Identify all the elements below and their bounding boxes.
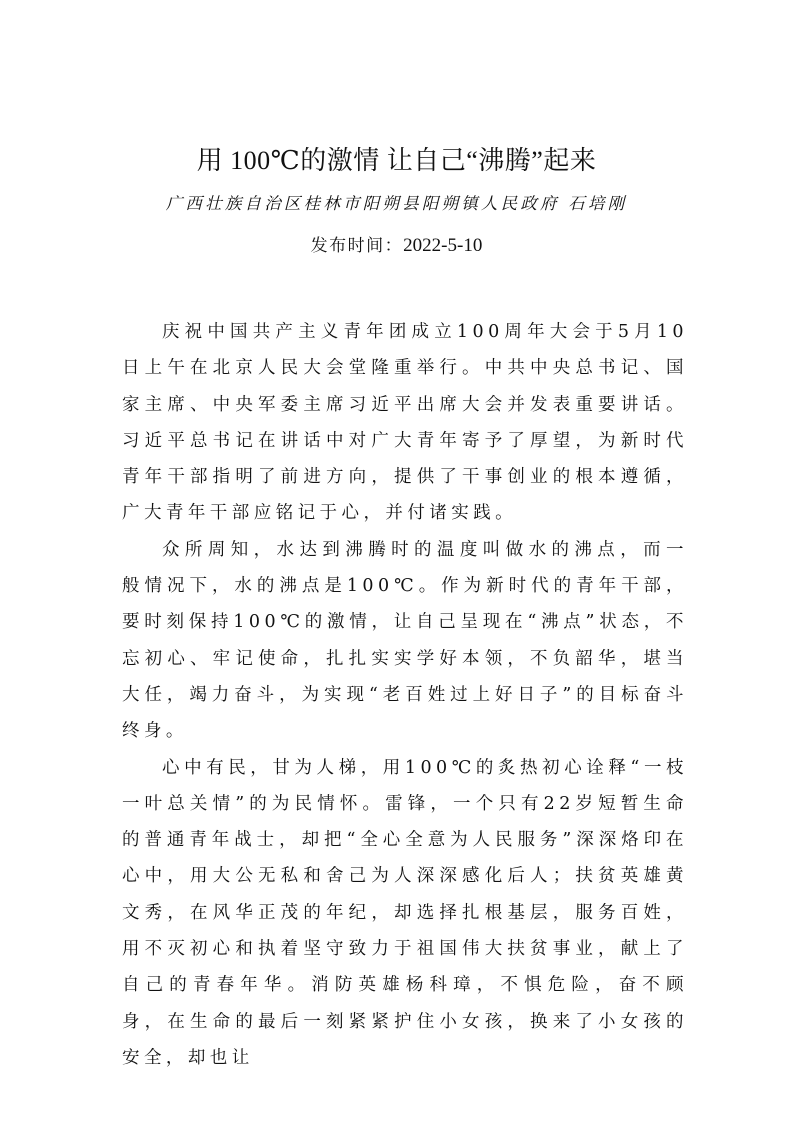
article-author: 广西壮族自治区桂林市阳朔县阳朔镇人民政府 石培刚 — [165, 194, 628, 213]
paragraph-1: 庆祝中国共产主义青年团成立100周年大会于5月10日上午在北京人民大会堂隆重举行。中共中央总书记、国家主席、中央军委主席习近平出席大会并发表重要讲话。习近平总书记在讲话中对广大青年寄予了厚望，为新时代青年干部指明了前进方向，提供了干事创业的根本遵循，广大青年干部应铭记于心，并付诸实践。 — [122, 322, 688, 524]
publish-date-value: 2022-5-10 — [403, 235, 483, 256]
article-body — [122, 314, 688, 1076]
paragraph-2: 众所周知，水达到沸腾时的温度叫做水的沸点，而一般情况下，水的沸点是100℃。作为新时代的青年干部，要时刻保持100℃的激情，让自己呈现在“沸点”状态，不忘初心、牢记使命，扎扎实实学好本领，不负韶华，堪当大任，竭力奋斗，为实现“老百姓过上好日子”的目标奋斗终身。 — [122, 539, 688, 742]
publish-date-label: 发布时间： — [310, 236, 404, 256]
publish-date — [0, 231, 793, 257]
article-title: 用 100℃的激情 让自己“沸腾”起来 — [196, 146, 597, 175]
paragraph-3: 心中有民，甘为人梯，用100℃的炙热初心诠释“一枝一叶总关情”的为民情怀。雷锋，一个只有22岁短暂生命的普通青年战士，却把“全心全意为人民服务”深深烙印在心中，用大公无私和舍己为人深深感化后人；扶贫英雄黄文秀，在风华正茂的年纪，却选择扎根基层，服务百姓，用不灭初心和执着坚守致力于祖国伟大扶贫事业，献上了自己的青春年华。消防英雄杨科璋，不惧危险，奋不顾身，在生命的最后一刻紧紧护住小女孩，换来了小女孩的安全，却也让 — [122, 757, 688, 1068]
